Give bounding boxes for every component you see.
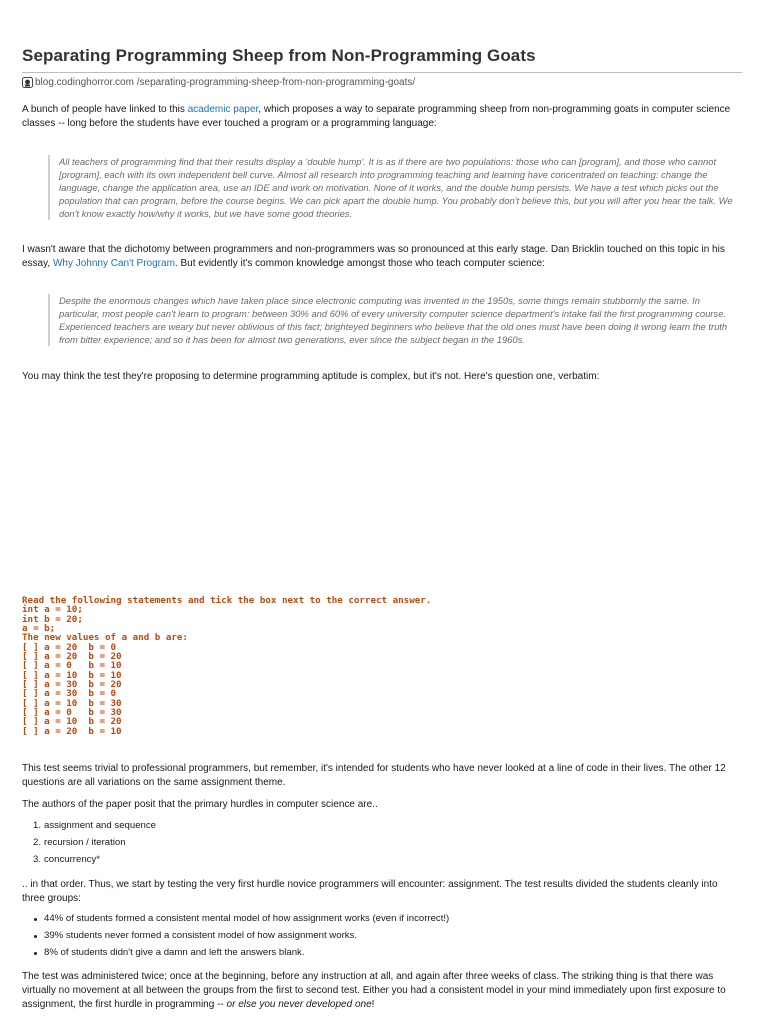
paragraph-text: The authors of the paper posit that the primary hurdles in computer science are.. [22, 799, 378, 810]
results-text-after: ! [371, 999, 375, 1010]
list-number: 2. [32, 837, 41, 848]
intro-text-before: A bunch of people have linked to this [22, 104, 188, 115]
quote-text: Despite the enormous changes which have taken place since electronic computing was invented in the 1950s, some things remain stubbornly the same. In particular, most people can't learn to program: between 30% and 60% of every university computer science department's intake fail the first programming course. Experienced teachers are weary but never oblivious of this fact; brighteyed beginners who believe that the old ones must have been doing it wrong learn the truth from bitter experience; and so it has been for almost two generations, ever since the subject began in the 1960s. [59, 295, 728, 345]
list-item [22, 836, 722, 853]
list-text: assignment and sequence [44, 820, 157, 831]
order-paragraph [22, 878, 742, 906]
paragraph-text: .. in that order. Thus, we start by testing the very first hurdle novice programmers will encounter: assignment. The test results divided the students cleanly into three groups: [22, 879, 718, 904]
code-line: [ ] a = 10 b = 10 [22, 669, 122, 681]
code-line: [ ] a = 10 b = 30 [22, 697, 122, 709]
results-text-before: The test was administered twice; once at the beginning, before any instruction at all, and again after three weeks of class. The striking thing is that there was virtually no movement at all between the groups from the first to second test. Either you had a consistent model in your mind immediately upon first exposure to assignment, the first hurdle in programming -- [22, 971, 726, 1010]
blockquote-double-hump [48, 155, 743, 220]
favicon-icon [22, 77, 33, 88]
bullet-icon [34, 935, 37, 938]
source-url[interactable]: blog.codinghorror.com /separating-programming-sheep-from-non-programming-goats/ [35, 77, 416, 88]
bullet-icon [34, 952, 37, 955]
code-line: [ ] a = 0 b = 30 [22, 707, 122, 719]
list-item [22, 853, 722, 870]
intro-paragraph [22, 103, 742, 131]
code-question-block [22, 596, 431, 736]
page-title: Separating Programming Sheep from Non-Programming Goats [22, 46, 536, 65]
list-number: 1. [32, 820, 41, 831]
test-intro-paragraph [22, 370, 742, 384]
results-paragraph [22, 970, 742, 1012]
code-line: [ ] a = 10 b = 20 [22, 716, 122, 728]
code-line: [ ] a = 30 b = 20 [22, 679, 122, 691]
bullet-icon [34, 918, 37, 921]
hurdles-list [22, 819, 722, 870]
code-line: a = b; [22, 623, 56, 635]
code-line: int b = 20; [22, 613, 83, 625]
academic-paper-link[interactable]: academic paper [187, 104, 259, 115]
source-line [22, 77, 415, 88]
code-line: Read the following statements and tick the box next to the correct answer. [22, 595, 432, 606]
list-item [22, 946, 722, 963]
bricklin-paragraph [22, 243, 742, 271]
title-divider [22, 72, 742, 73]
paragraph-text: This test seems trivial to professional programmers, but remember, it's intended for students who have never looked at a line of code in their lives. The other 12 questions are all variations on the same assignment theme. [22, 763, 726, 788]
list-item [22, 929, 722, 946]
list-text: 39% students never formed a consistent model of how assignment works. [44, 930, 358, 941]
code-line: [ ] a = 30 b = 0 [22, 688, 117, 700]
groups-list [22, 912, 722, 963]
list-text: 44% of students formed a consistent mental model of how assignment works (even if incorrect!) [44, 913, 450, 924]
bricklin-text-after: . But evidently it's common knowledge amongst those who teach computer science: [174, 258, 545, 269]
hurdles-intro-paragraph [22, 798, 742, 812]
blockquote-stubborn [48, 294, 743, 346]
code-line: [ ] a = 20 b = 10 [22, 725, 122, 737]
code-line: int a = 10; [22, 604, 83, 616]
quote-text: All teachers of programming find that their results display a 'double hump'. It is as if there are two populations: those who can [program], and those who cannot [program], each with its own independent bell curve. Almost all research into programming teaching and learning have concentrated on teaching: change the language, change the application area, use an IDE and work on motivation. None of it works, and the double hump persists. We have a test which picks out the population that can program, before the course begins. We can pick apart the double hump. You probably don't believe this, but you will after you hear the talk. We don't know exactly how/why it works, but we have some good theories. [59, 156, 733, 219]
list-text: concurrency* [44, 854, 100, 865]
code-line: [ ] a = 20 b = 20 [22, 651, 122, 663]
trivial-paragraph [22, 762, 742, 790]
bricklin-text-before: I wasn't aware that the dichotomy between programmers and non-programmers was so pronounced at this early stage. Dan Bricklin touched on this topic in his essay, [22, 244, 725, 269]
paragraph-text: You may think the test they're proposing to determine programming aptitude is complex, but it's not. Here's question one, verbatim: [22, 371, 600, 382]
list-number: 3. [32, 854, 41, 865]
intro-text-after: , which proposes a way to separate programming sheep from non-programming goats in computer science classes -- long before the students have ever touched a program or a programming language: [22, 104, 731, 129]
list-item [22, 912, 722, 929]
list-item [22, 819, 722, 836]
code-line: The new values of a and b are: [22, 632, 188, 644]
results-emphasis: or else you never developed one [226, 999, 372, 1010]
list-text: 8% of students didn't give a damn and left the answers blank. [44, 947, 305, 958]
why-johnny-link[interactable]: Why Johnny Can't Program [52, 258, 175, 269]
code-line: [ ] a = 20 b = 0 [22, 641, 117, 653]
code-line: [ ] a = 0 b = 10 [22, 660, 122, 672]
list-text: recursion / iteration [44, 837, 126, 848]
